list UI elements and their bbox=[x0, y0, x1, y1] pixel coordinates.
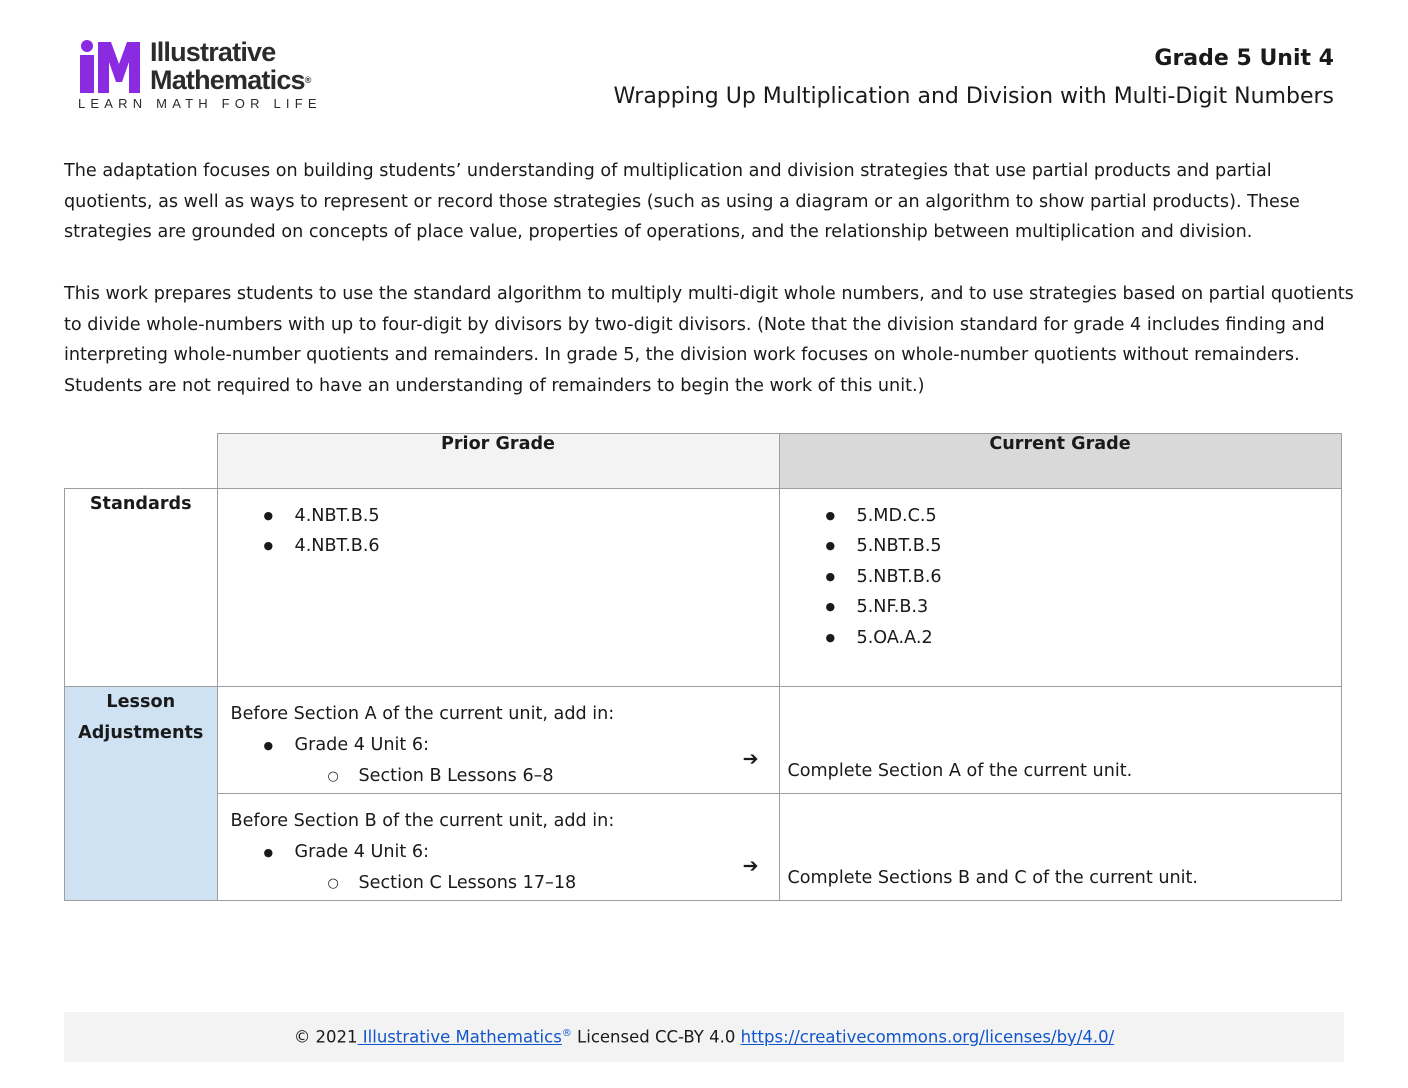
license-link[interactable]: https://creativecommons.org/licenses/by/4.0/ bbox=[740, 1027, 1115, 1047]
list-item: ● 5.NBT.B.5 bbox=[826, 531, 1341, 561]
bullet-icon: ● bbox=[263, 739, 274, 752]
row-header-line-1: Lesson bbox=[106, 692, 176, 712]
table-header-row bbox=[65, 434, 1342, 489]
list-item bbox=[231, 730, 767, 761]
arrow-right-icon: ➔ bbox=[742, 855, 759, 877]
current-adjustment-text: Complete Sections B and C of the current unit. bbox=[787, 868, 1198, 888]
footer-license: Licensed CC-BY 4.0 bbox=[571, 1027, 741, 1047]
adjustment-intro: Before Section A of the current unit, add in: bbox=[230, 704, 615, 724]
prior-adjustment-cell bbox=[217, 794, 779, 901]
bullet-icon: ● bbox=[263, 846, 274, 859]
im-logo bbox=[78, 38, 338, 118]
list-item bbox=[231, 868, 767, 899]
table-row-lesson-2 bbox=[65, 794, 1342, 901]
logo-line-2-text: Mathematics bbox=[150, 65, 305, 95]
adjustment-unit: Grade 4 Unit 6: bbox=[294, 842, 430, 862]
logo-tagline: LEARN MATH FOR LIFE bbox=[78, 96, 322, 111]
adjustment-unit: Grade 4 Unit 6: bbox=[294, 735, 430, 755]
list-item bbox=[231, 761, 767, 792]
current-adjustment-cell bbox=[779, 687, 1341, 794]
row-header-lesson-adjustments bbox=[65, 687, 218, 901]
list-item: ● 5.NBT.B.6 bbox=[826, 562, 1341, 592]
im-link[interactable]: Illustrative Mathematics bbox=[357, 1027, 562, 1047]
adjustments-table bbox=[64, 433, 1342, 901]
list-item: ● 5.NF.B.3 bbox=[826, 592, 1341, 622]
im-logo-mark-icon bbox=[78, 40, 140, 94]
arrow-right-icon: ➔ bbox=[742, 748, 759, 770]
table-row-standards bbox=[65, 489, 1342, 687]
circle-bullet-icon: ○ bbox=[327, 876, 339, 891]
prior-adjustment-cell bbox=[217, 687, 779, 794]
prior-standards-cell bbox=[217, 489, 779, 687]
current-standards-list bbox=[780, 489, 1341, 653]
footer-copyright: © 2021 bbox=[293, 1027, 358, 1047]
unit-subtitle: Wrapping Up Multiplication and Division with Multi-Digit Numbers bbox=[613, 84, 1334, 109]
adjustment-lessons: Section B Lessons 6–8 bbox=[358, 766, 554, 786]
list-item: ● 5.OA.A.2 bbox=[826, 623, 1341, 653]
unit-title: Grade 5 Unit 4 bbox=[1154, 46, 1334, 71]
adjustment-intro: Before Section B of the current unit, add in: bbox=[230, 811, 615, 831]
current-standards-cell bbox=[779, 489, 1341, 687]
logo-line-1: Illustrative bbox=[150, 37, 276, 67]
table-corner bbox=[65, 434, 218, 489]
row-header-standards: Standards bbox=[65, 489, 218, 687]
col-header-current: Current Grade bbox=[779, 434, 1341, 489]
logo-wordmark bbox=[150, 38, 311, 94]
list-item: ● 4.NBT.B.6 bbox=[264, 531, 779, 561]
list-item bbox=[231, 837, 767, 868]
document-title bbox=[614, 44, 1334, 112]
list-item: ● 4.NBT.B.5 bbox=[264, 501, 779, 531]
prior-standards-list bbox=[218, 489, 779, 562]
current-adjustment-cell bbox=[779, 794, 1341, 901]
page-footer bbox=[64, 1012, 1344, 1062]
list-item: ● 5.MD.C.5 bbox=[826, 501, 1341, 531]
logo-reg-mark: ® bbox=[304, 75, 311, 85]
circle-bullet-icon: ○ bbox=[327, 769, 339, 784]
table-row-lesson-1 bbox=[65, 687, 1342, 794]
col-header-prior: Prior Grade bbox=[217, 434, 779, 489]
row-header-line-2: Adjustments bbox=[78, 723, 204, 743]
footer-reg-mark: ® bbox=[561, 1028, 572, 1039]
adjustment-lessons: Section C Lessons 17–18 bbox=[358, 873, 577, 893]
intro-paragraph-1: The adaptation focuses on building students’ understanding of multiplication and division strategies that use partial products and partial quotients, as well as ways to represent or record those strategies (such as using a diagram or an algorithm to show partial products). These strategies are grounded on concepts of place value, properties of operations, and the relationship between multiplication and division. bbox=[64, 161, 1300, 243]
logo-line-2 bbox=[150, 66, 311, 94]
current-adjustment-text: Complete Section A of the current unit. bbox=[787, 761, 1133, 781]
intro-paragraph-2: This work prepares students to use the standard algorithm to multiply multi-digit whole numbers, and to use strategies based on partial quotients to divide whole-numbers with up to four-digit by divisors by two-digit divisors. (Note that the division standard for grade 4 includes finding and interpreting whole-number quotients and remainders. In grade 5, the division work focuses on whole-number quotients without remainders. Students are not required to have an understanding of remainders to begin the work of this unit.) bbox=[64, 284, 1354, 396]
